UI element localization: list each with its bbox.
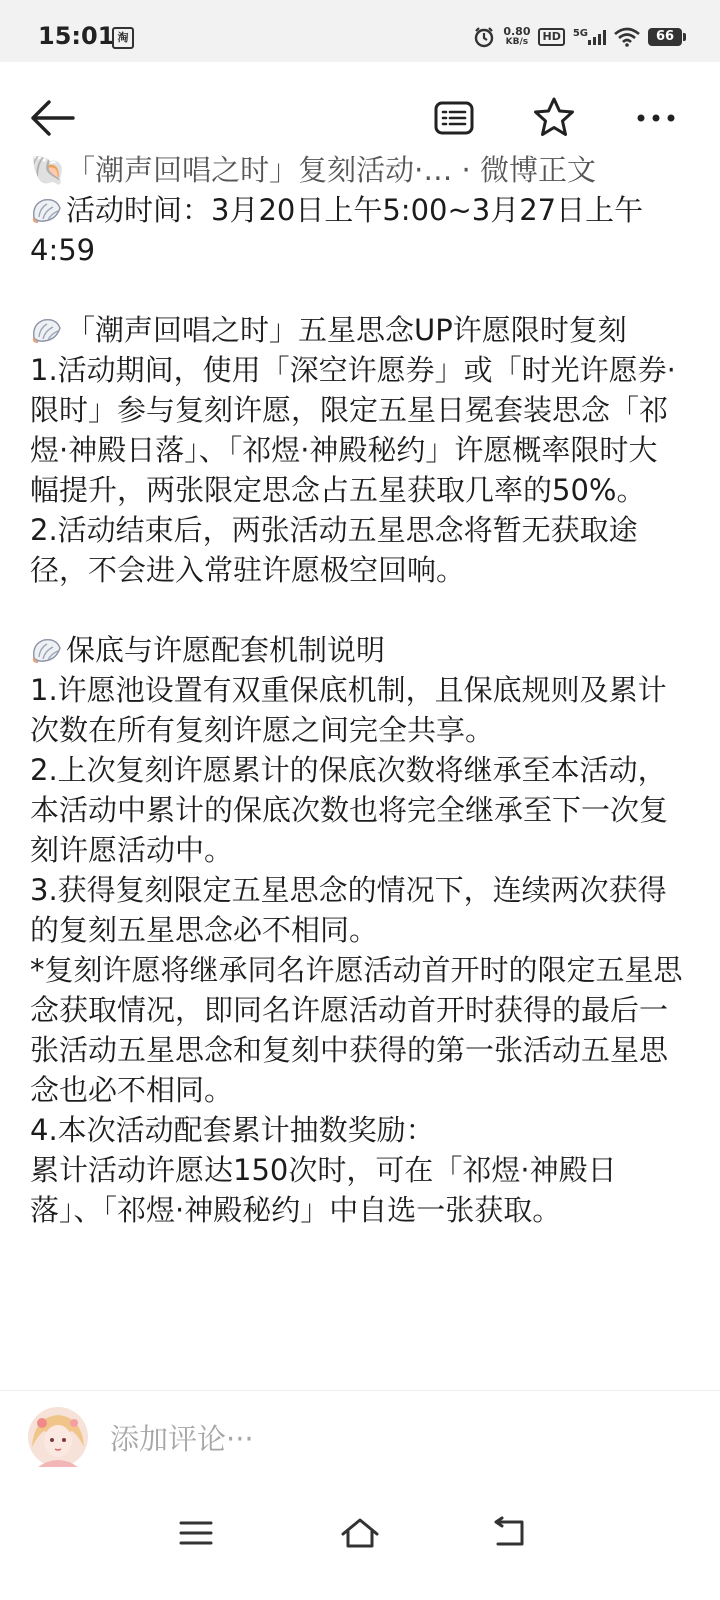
more-button[interactable] bbox=[628, 92, 684, 144]
nav-home-button[interactable] bbox=[330, 1508, 390, 1558]
article-paragraph bbox=[30, 1110, 686, 1150]
article-paragraph bbox=[30, 670, 686, 750]
avatar[interactable] bbox=[28, 1407, 88, 1467]
reader-mode-icon bbox=[434, 101, 474, 135]
hamburger-menu-icon bbox=[179, 1520, 213, 1546]
comment-bar bbox=[0, 1390, 720, 1489]
wifi-icon bbox=[614, 27, 640, 47]
arrow-left-icon bbox=[29, 98, 75, 138]
paragraph-text: 保底与许愿配套机制说明 bbox=[66, 633, 386, 667]
back-button[interactable] bbox=[26, 92, 78, 144]
status-bar bbox=[0, 0, 720, 62]
blank-line bbox=[30, 590, 686, 630]
avatar-image bbox=[28, 1407, 88, 1467]
taobao-notification-icon: 淘 bbox=[112, 27, 134, 49]
article-paragraph bbox=[30, 1150, 686, 1230]
cell-signal-icon: 5G bbox=[573, 29, 606, 45]
nav-back-button[interactable] bbox=[480, 1508, 540, 1558]
status-time: 15:01 bbox=[38, 22, 115, 50]
paragraph-text: 4.本次活动配套累计抽数奖励： bbox=[30, 1113, 435, 1147]
nav-back-icon bbox=[492, 1518, 528, 1548]
home-icon bbox=[340, 1517, 380, 1549]
hd-badge: HD bbox=[538, 28, 564, 46]
cut-off-heading: 🐚「潮声回唱之时」复刻活动·… · 微博正文 bbox=[30, 153, 596, 187]
conch-shell-icon bbox=[30, 636, 62, 664]
paragraph-text: 累计活动许愿达150次时，可在「祁煜·神殿日落」、「祁煜·神殿秘约」中自选一张获取。 bbox=[30, 1153, 617, 1227]
star-outline-icon bbox=[533, 97, 575, 137]
reader-mode-button[interactable] bbox=[428, 92, 480, 144]
paragraph-text: 1.活动期间，使用「深空许愿券」或「时光许愿券·限时」参与复刻许愿，限定五星日冕套装思念「祁煜·神殿日落」、「祁煜·神殿秘约」许愿概率限时大幅提升，两张限定思念占五星获取几率的50%。 bbox=[30, 353, 676, 507]
section-heading bbox=[30, 310, 686, 350]
section-heading bbox=[30, 630, 686, 670]
article-paragraph bbox=[30, 510, 686, 590]
comment-input[interactable]: 添加评论··· bbox=[110, 1422, 254, 1456]
status-icons bbox=[473, 24, 682, 50]
more-dots-icon bbox=[636, 113, 676, 123]
paragraph-text: 2.上次复刻许愿累计的保底次数将继承至本活动，本活动中累计的保底次数也将完全继承至下一次复刻许愿活动中。 bbox=[30, 753, 669, 867]
system-nav-bar bbox=[0, 1488, 720, 1600]
alarm-icon bbox=[473, 26, 495, 48]
section-heading bbox=[30, 190, 686, 270]
article-paragraph bbox=[30, 350, 686, 510]
paragraph-text: 「潮声回唱之时」五星思念UP许愿限时复刻 bbox=[66, 313, 627, 347]
nav-menu-button[interactable] bbox=[166, 1508, 226, 1558]
article-body bbox=[30, 150, 686, 1230]
paragraph-text: 活动时间：3月20日上午5:00~3月27日上午4:59 bbox=[30, 193, 644, 267]
article-paragraph bbox=[30, 750, 686, 870]
battery-icon: 66 bbox=[648, 28, 682, 46]
paragraph-text: *复刻许愿将继承同名许愿活动首开时的限定五星思念获取情况，即同名许愿活动首开时获得的最后一张活动五星思念和复刻中获得的第一张活动五星思念也必不相同。 bbox=[30, 953, 683, 1107]
article-content[interactable] bbox=[0, 153, 720, 1390]
blank-line bbox=[30, 270, 686, 310]
article-paragraph bbox=[30, 950, 686, 1110]
paragraph-text: 3.获得复刻限定五星思念的情况下，连续两次获得的复刻五星思念必不相同。 bbox=[30, 873, 667, 947]
conch-shell-icon bbox=[30, 196, 62, 224]
article-paragraph bbox=[30, 870, 686, 950]
favorite-button[interactable] bbox=[527, 90, 581, 144]
paragraph-text: 2.活动结束后，两张活动五星思念将暂无获取途径，不会进入常驻许愿极空回响。 bbox=[30, 513, 638, 587]
paragraph-text: 1.许愿池设置有双重保底机制，且保底规则及累计次数在所有复刻许愿之间完全共享。 bbox=[30, 673, 667, 747]
conch-shell-icon bbox=[30, 316, 62, 344]
net-speed: 0.80 KB/s bbox=[503, 25, 531, 47]
